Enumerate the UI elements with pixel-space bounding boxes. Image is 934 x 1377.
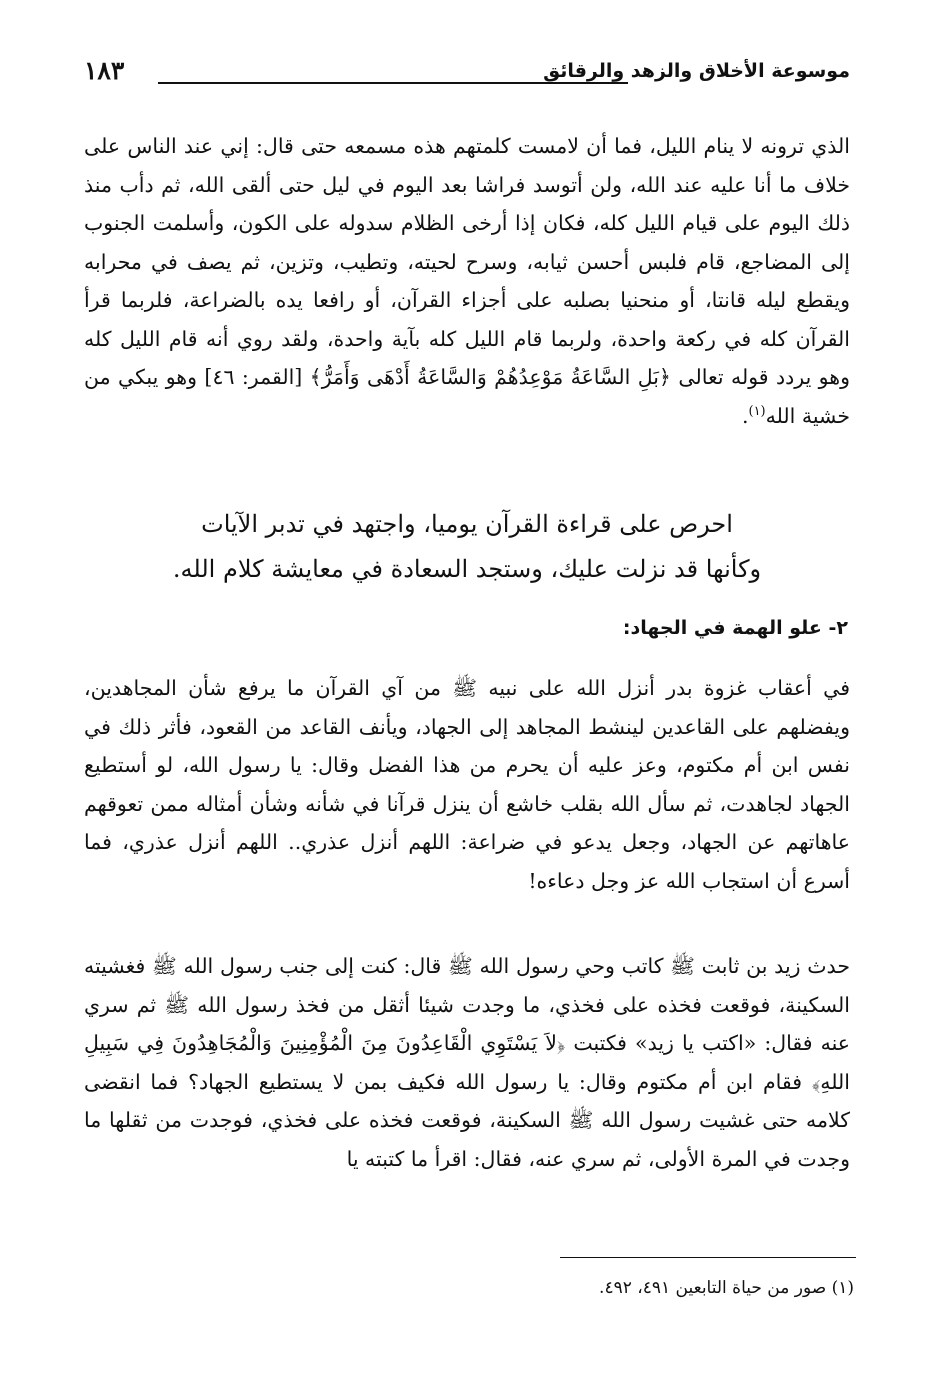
running-header [84, 56, 850, 90]
paragraph-2: في أعقاب غزوة بدر أنزل الله على نبيه ﷺ من آي القرآن ما يرفع شأن المجاهدين، ويفضلهم على القاعدين لينشط المجاهد إلى الجهاد، ويأنف القاعد من القعود، فأثر ذلك في نفس ابن أم مكتوم، وعز عليه أن يحرم من هذا الفضل وقال: يا رسول الله، لو أستطيع الجهاد لجاهدت، ثم سأل الله بقلب خاشع أن ينزل قرآنا في شأنه وشأن أمثاله ممن تعوقهم عاهاتهم عن الجهاد، وجعل يدعو في ضراعة: اللهم أنزل عذري.. اللهم أنزل عذري، فما أسرع أن استجاب الله عز وجل دعاءه! [84, 676, 850, 893]
footnote-marker[interactable]: (١) [748, 403, 766, 419]
footnote-separator [560, 1257, 856, 1258]
header-rule [158, 82, 628, 84]
callout-line-1: احرص على قراءة القرآن يوميا، واجتهد في تدبر الآيات [201, 510, 733, 538]
paragraph-1 [84, 127, 850, 435]
page-number: ١٨٣ [84, 56, 125, 85]
section-heading: ٢- علو الهمة في الجهاد: [622, 617, 848, 639]
callout-line-2: وكأنها قد نزلت عليك، وستجد السعادة في معايشة كلام الله. [172, 555, 762, 583]
footnote: (١) صور من حياة التابعين ٤٩١، ٤٩٢. [599, 1278, 854, 1298]
paragraph-3: حدث زيد بن ثابت ﷺ كاتب وحي رسول الله ﷺ قال: كنت إلى جنب رسول الله ﷺ فغشيته السكينة، فوقعت فخذه على فخذي، ما وجدت شيئا أثقل من فخذ رسول الله ﷺ ثم سري عنه فقال: «اكتب يا زيد» فكتبت ﴿لاَ يَسْتَوِي الْقَاعِدُونَ مِنَ الْمُؤْمِنِينَ وَالْمُجَاهِدُونَ فِي سَبِيلِ اللهِ﴾ فقام ابن أم مكتوم وقال: يا رسول الله فكيف بمن لا يستطيع الجهاد؟ فما انقضى كلامه حتى غشيت رسول الله ﷺ السكينة، فوقعت فخذه على فخذي، فوجدت من ثقلها ما وجدت في المرة الأولى، ثم سري عنه، فقال: اقرأ ما كتبته يا [84, 954, 850, 1171]
header-title: موسوعة الأخلاق والزهد والرقائق [543, 60, 850, 82]
paragraph-1-end: . [741, 403, 749, 428]
highlighted-callout [84, 502, 850, 592]
paragraph-1-text: الذي ترونه لا ينام الليل، فما أن لامست كلمتهم هذه مسمعه حتى قال: إني عند الناس على خلاف ما أنا عليه عند الله، ولن أتوسد فراشا بعد اليوم في ليل حتى ألقى الله، ثم دأب منذ ذلك اليوم على قيام الليل كله، فكان إذا أرخى الظلام سدوله على الكون، وأسلمت الجنوب إلى المضاجع، قام فلبس أحسن ثيابه، وسرح لحيته، وتطيب، وتزين، ثم يصف في محرابه ويقطع ليله قانتا، أو منحنيا بصلبه على أجزاء القرآن، أو رافعا يده بالضراعة، فلربما قرأ القرآن كله في ركعة واحدة، ولربما قام الليل كله بآية واحدة، ولقد روي أنه قام الليل كله وهو يردد قوله تعالى ﴿بَلِ السَّاعَةُ مَوْعِدُهُمْ وَالسَّاعَةُ أَدْهَى وَأَمَرُّ﴾ [القمر: ٤٦] وهو يبكي من خشية الله [84, 134, 850, 428]
